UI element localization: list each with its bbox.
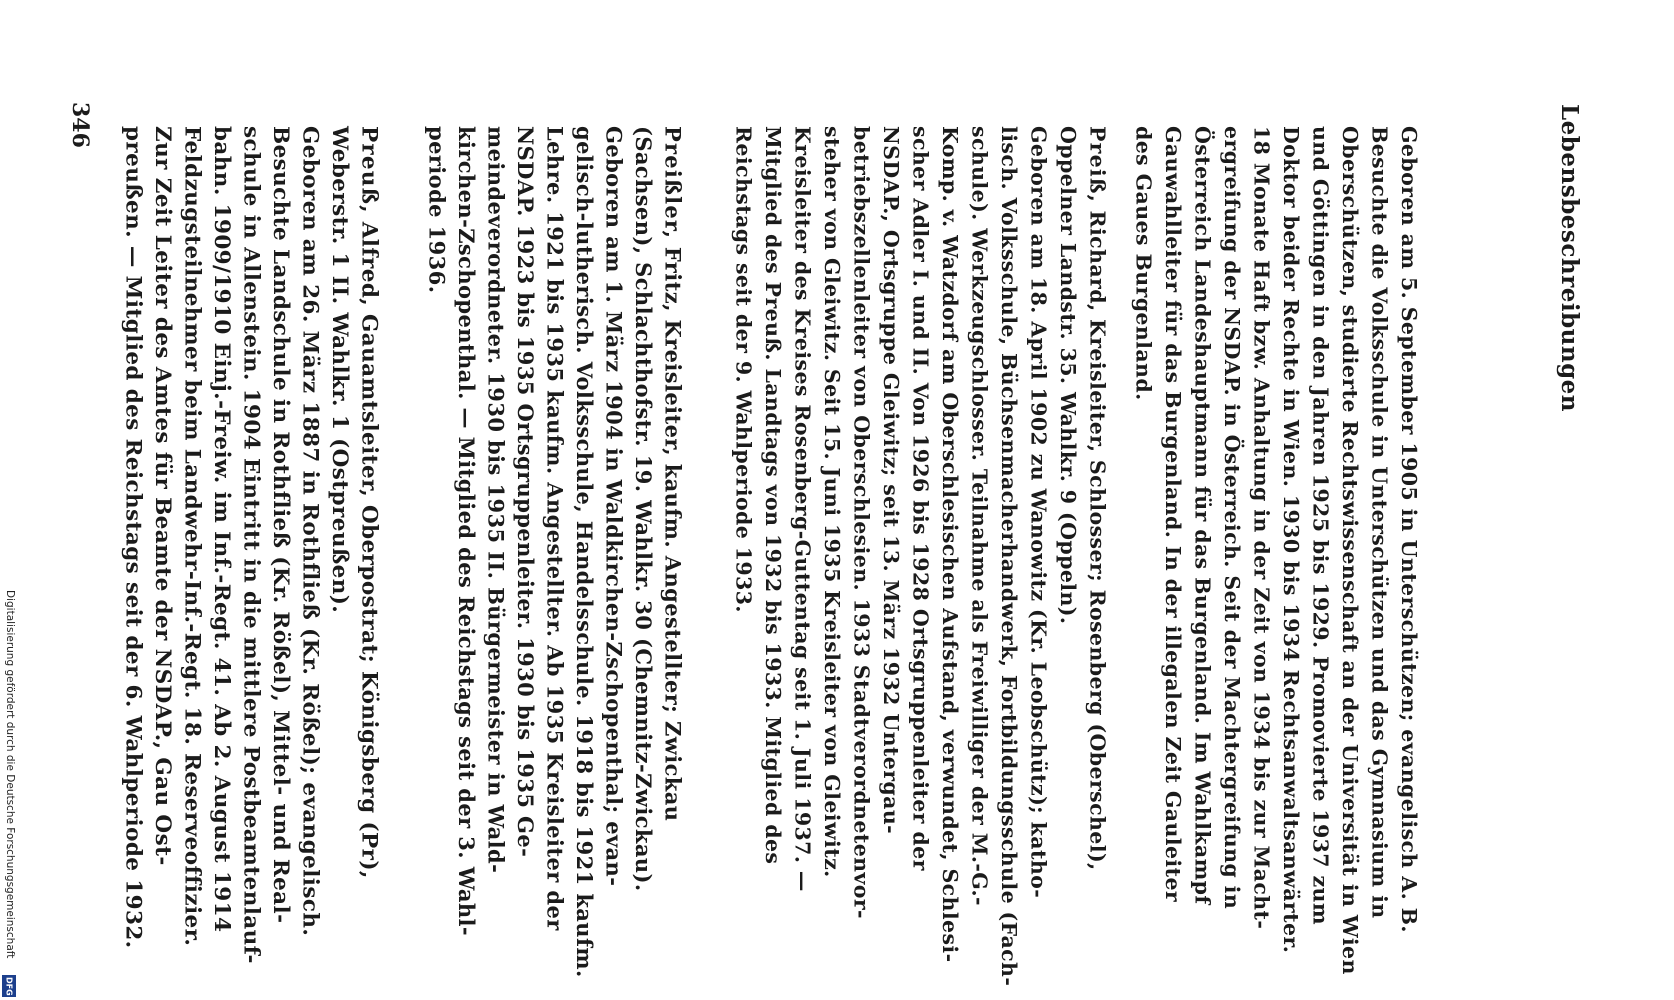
text-line: ergreifung der NSDAP. in Österreich. Seit der Machtergreifung in — [1220, 126, 1244, 910]
text-line: steher von Gleiwitz. Seit 15. Juni 1935 Kreisleiter von Gleiwitz. — [820, 126, 844, 878]
entry-name: Preuß, — [356, 126, 382, 214]
digitization-credit: Digitalisierung gefördert durch die Deutsche Forschungsgemeinschaft — [4, 590, 16, 959]
text-line: Richard, Kreisleiter, Schlosser; Rosenberg (Oberschel), — [1085, 210, 1110, 871]
text-line: Doktor beider Rechte in Wien. 1930 bis 1934 Rechtsanwaltsanwärter. — [1279, 126, 1303, 954]
dfg-logo: DFG — [2, 975, 16, 997]
text-line: gelisch-lutherisch. Volksschule, Handelsschule. 1918 bis 1921 kaufm. — [572, 126, 597, 978]
entry-name: Preiß, — [1085, 126, 1110, 203]
text-line: Geboren am 18. April 1902 zu Wanowitz (Kr. Leobschütz); katho- — [1026, 126, 1051, 899]
text-line: Komp. v. Watzdorf am Oberschlesischen Aufstand, verwundet, Schlesi- — [938, 126, 962, 963]
page-header-title: Lebensbeschreibungen — [1556, 104, 1583, 413]
text-line: Zur Zeit Leiter des Amtes für Beamte der NSDAP., Gau Ost- — [150, 126, 175, 866]
text-line: Reichstags seit der 9. Wahlperiode 1933. — [731, 126, 756, 613]
biography-entry-preiss — [728, 126, 1112, 986]
text-line: Alfred, Gauamtsleiter, Oberpostrat; Königsberg (Pr), — [356, 221, 382, 879]
text-line: Oberschützen, studierte Rechtswissenschaft an der Universität in Wien — [1338, 126, 1362, 975]
text-line: Besuchte Landschule in Rothfließ (Kr. Rößel), Mittel- und Real- — [268, 126, 293, 924]
text-line: 18 Monate Haft bzw. Anhaltung in der Zeit von 1934 bis zur Macht- — [1249, 126, 1274, 930]
text-line: des Gaues Burgenland. — [1131, 126, 1156, 401]
text-line: Österreich Landeshauptmann für das Burgenland. Im Wahlkampf — [1190, 126, 1215, 905]
biography-entry-preissler — [422, 126, 688, 978]
text-line: Besuchte die Volksschule in Unterschützen und das Gymnasium in — [1367, 126, 1392, 919]
text-line: periode 1936. — [424, 126, 450, 294]
text-line: scher Adler I. und II. Von 1926 bis 1928 Ortsgruppenleiter der — [908, 126, 933, 871]
text-line: Oppelner Landstr. 35. Wahlkr. 9 (Oppeln). — [1056, 126, 1080, 625]
text-line: preußen. — Mitglied des Reichstags seit der 6. Wahlperiode 1932. — [120, 126, 146, 949]
text-line: betriebszellenleiter von Oberschlesien. 1933 Stadtverordnetenvor- — [849, 126, 874, 919]
text-line: (Sachsen), Schlachthofstr. 19. Wahlkr. 30 (Chemnitz-Zwickau). — [631, 126, 656, 892]
text-line: bahn. 1909/1910 Einj.-Freiw. im Inf.-Regt. 41. Ab 2. August 1914 — [209, 126, 234, 933]
text-line: Kreisleiter des Kreises Rosenberg-Guttentag seit 1. Juli 1937. — — [790, 126, 815, 892]
text-line: lisch. Volksschule, Büchsenmacherhandwerk, Fortbildungsschule (Fach- — [997, 126, 1021, 987]
text-line: Lehre. 1921 bis 1935 kaufm. Angestellter. Ab 1935 Kreisleiter der — [542, 126, 568, 931]
text-line: und Göttingen in den Jahren 1925 bis 1929. Promovierte 1937 zum — [1308, 126, 1333, 925]
text-line: Geboren am 1. März 1904 in Waldkirchen-Zschopenthal; evan- — [601, 126, 627, 887]
entry-name: Preißler, — [660, 126, 686, 240]
text-line: Gauwahlleiter für das Burgenland. In der illegalen Zeit Gauleiter — [1161, 126, 1185, 903]
text-line: Geboren am 26. März 1887 in Rothfließ (Kr. Rößel); evangelisch. — [297, 126, 323, 937]
text-line: kirchen-Zschopenthal. — Mitglied des Reichstags seit der 3. Wahl- — [454, 126, 479, 937]
text-line: NSDAP. 1923 bis 1935 Ortsgruppenleiter. 1930 bis 1935 Ge- — [513, 126, 538, 858]
biography-entry-preuss — [118, 126, 384, 964]
text-line: NSDAP., Ortsgruppe Gleiwitz; seit 13. März 1932 Untergau- — [879, 126, 903, 835]
page-number: 346 — [67, 102, 93, 148]
text-line: Fritz, Kreisleiter, kaufm. Angestellter; Zwickau — [660, 246, 686, 822]
text-line: schule). Werkzeugschlosser. Teilnahme als Freiwilliger der M.-G.- — [967, 126, 992, 906]
biography-continuation — [1128, 126, 1423, 975]
text-line: Mitglied des Preuß. Landtags von 1932 bis 1933. Mitglied des — [761, 126, 785, 865]
text-line: Feldzugsteilnehmer beim Landwehr-Inf.-Regt. 18. Reserveoffizier. — [179, 126, 205, 947]
text-line: Weberstr. 1 II. Wahlkr. 1 (Ostpreußen). — [327, 126, 352, 614]
text-line: Geboren am 5. September 1905 in Unterschützen; evangelisch A. B. — [1397, 126, 1421, 933]
text-line: meindeverordneter. 1930 bis 1935 II. Bürgermeister in Wald- — [483, 126, 509, 874]
text-line: schule in Allenstein. 1904 Eintritt in die mittlere Postbeamtenlauf- — [238, 126, 264, 964]
